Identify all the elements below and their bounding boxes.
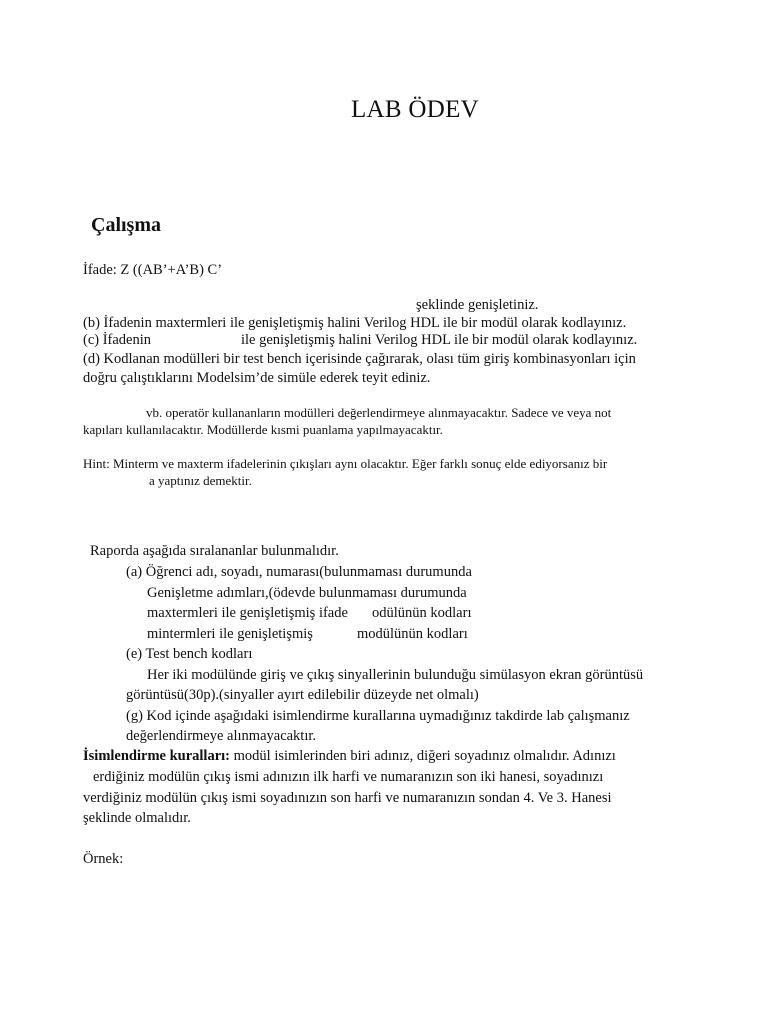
report-intro: Raporda aşağıda sıralananlar bulunmalıdır. — [90, 543, 339, 559]
section-heading: Çalışma — [91, 214, 161, 236]
naming-rules-line4: şeklinde olmalıdır. — [83, 810, 191, 826]
report-item-d-tail: modülünün kodları — [357, 626, 468, 642]
naming-rules-line3: verdiğiniz modülün çıkış ismi soyadınızın son harfi ve numaranızın sondan 4. Ve 3. Hanesi — [83, 790, 612, 806]
task-d-line2: doğru çalıştıklarını Modelsim’de simüle ederek teyit ediniz. — [83, 370, 431, 386]
example-label: Örnek: — [83, 851, 124, 867]
expression-line: İfade: Z ((AB’+A’B) C’ — [83, 262, 223, 278]
report-item-c-tail: odülünün kodları — [372, 605, 472, 621]
report-item-g-line1: (g) Kod içinde aşağıdaki isimlendirme kurallarına uymadığınız takdirde lab çalışmanız — [126, 708, 630, 724]
naming-rules-label: İsimlendirme kuralları: — [83, 748, 231, 764]
report-item-c-start: maxtermleri ile genişletişmiş ifade — [147, 605, 348, 621]
naming-rules-text: modül isimlerinden biri adınız, diğeri soyadınız olmalıdır. Adınızı — [233, 748, 616, 764]
hint-line1: Hint: Minterm ve maxterm ifadelerinin çıkışları aynı olacaktır. Eğer farklı sonuç elde ediyorsanız bir — [83, 456, 608, 471]
report-item-e: (e) Test bench kodları — [126, 646, 253, 662]
naming-rules-line2: erdiğiniz modülün çıkış ismi adınızın ilk harfi ve numaranızın son iki hanesi, soyadınızı — [93, 769, 604, 785]
report-item-g-line2: değerlendirmeye alınmayacaktır. — [126, 728, 317, 744]
report-item-d-start: mintermleri ile genişletişmiş — [147, 626, 313, 642]
hint-line2: a yaptınız demektir. — [149, 473, 252, 488]
task-c-start: (c) İfadenin — [83, 332, 152, 348]
report-item-f-line2: görüntüsü(30p).(sinyaller ayırt edilebilir düzeyde net olmalı) — [126, 687, 479, 703]
task-b: (b) İfadenin maxtermleri ile genişletişmiş halini Verilog HDL ile bir modül olarak kodlayınız. — [83, 315, 627, 331]
note-line2: kapıları kullanılacaktır. Modüllerde kısmi puanlama yapılmayacaktır. — [83, 422, 443, 437]
task-d-line1: (d) Kodlanan modülleri bir test bench içerisinde çağırarak, olası tüm giriş kombinasyonları için — [83, 351, 636, 367]
naming-rules-line1 — [83, 747, 616, 765]
report-item-f-line1: Her iki modülünde giriş ve çıkış sinyallerinin bulunduğu simülasyon ekran görüntüsü — [147, 667, 644, 683]
note-line1: vb. operatör kullananların modülleri değerlendirmeye alınmayacaktır. Sadece ve veya not — [146, 405, 612, 420]
report-item-b: Genişletme adımları,(ödevde bulunmaması durumunda — [147, 585, 467, 601]
task-c-tail: ile genişletişmiş halini Verilog HDL ile bir modül olarak kodlayınız. — [241, 332, 638, 348]
report-item-a: (a) Öğrenci adı, soyadı, numarası(bulunmaması durumunda — [126, 564, 472, 580]
page-title: LAB ÖDEV — [350, 96, 480, 123]
task-a-tail: şeklinde genişletiniz. — [416, 297, 539, 313]
